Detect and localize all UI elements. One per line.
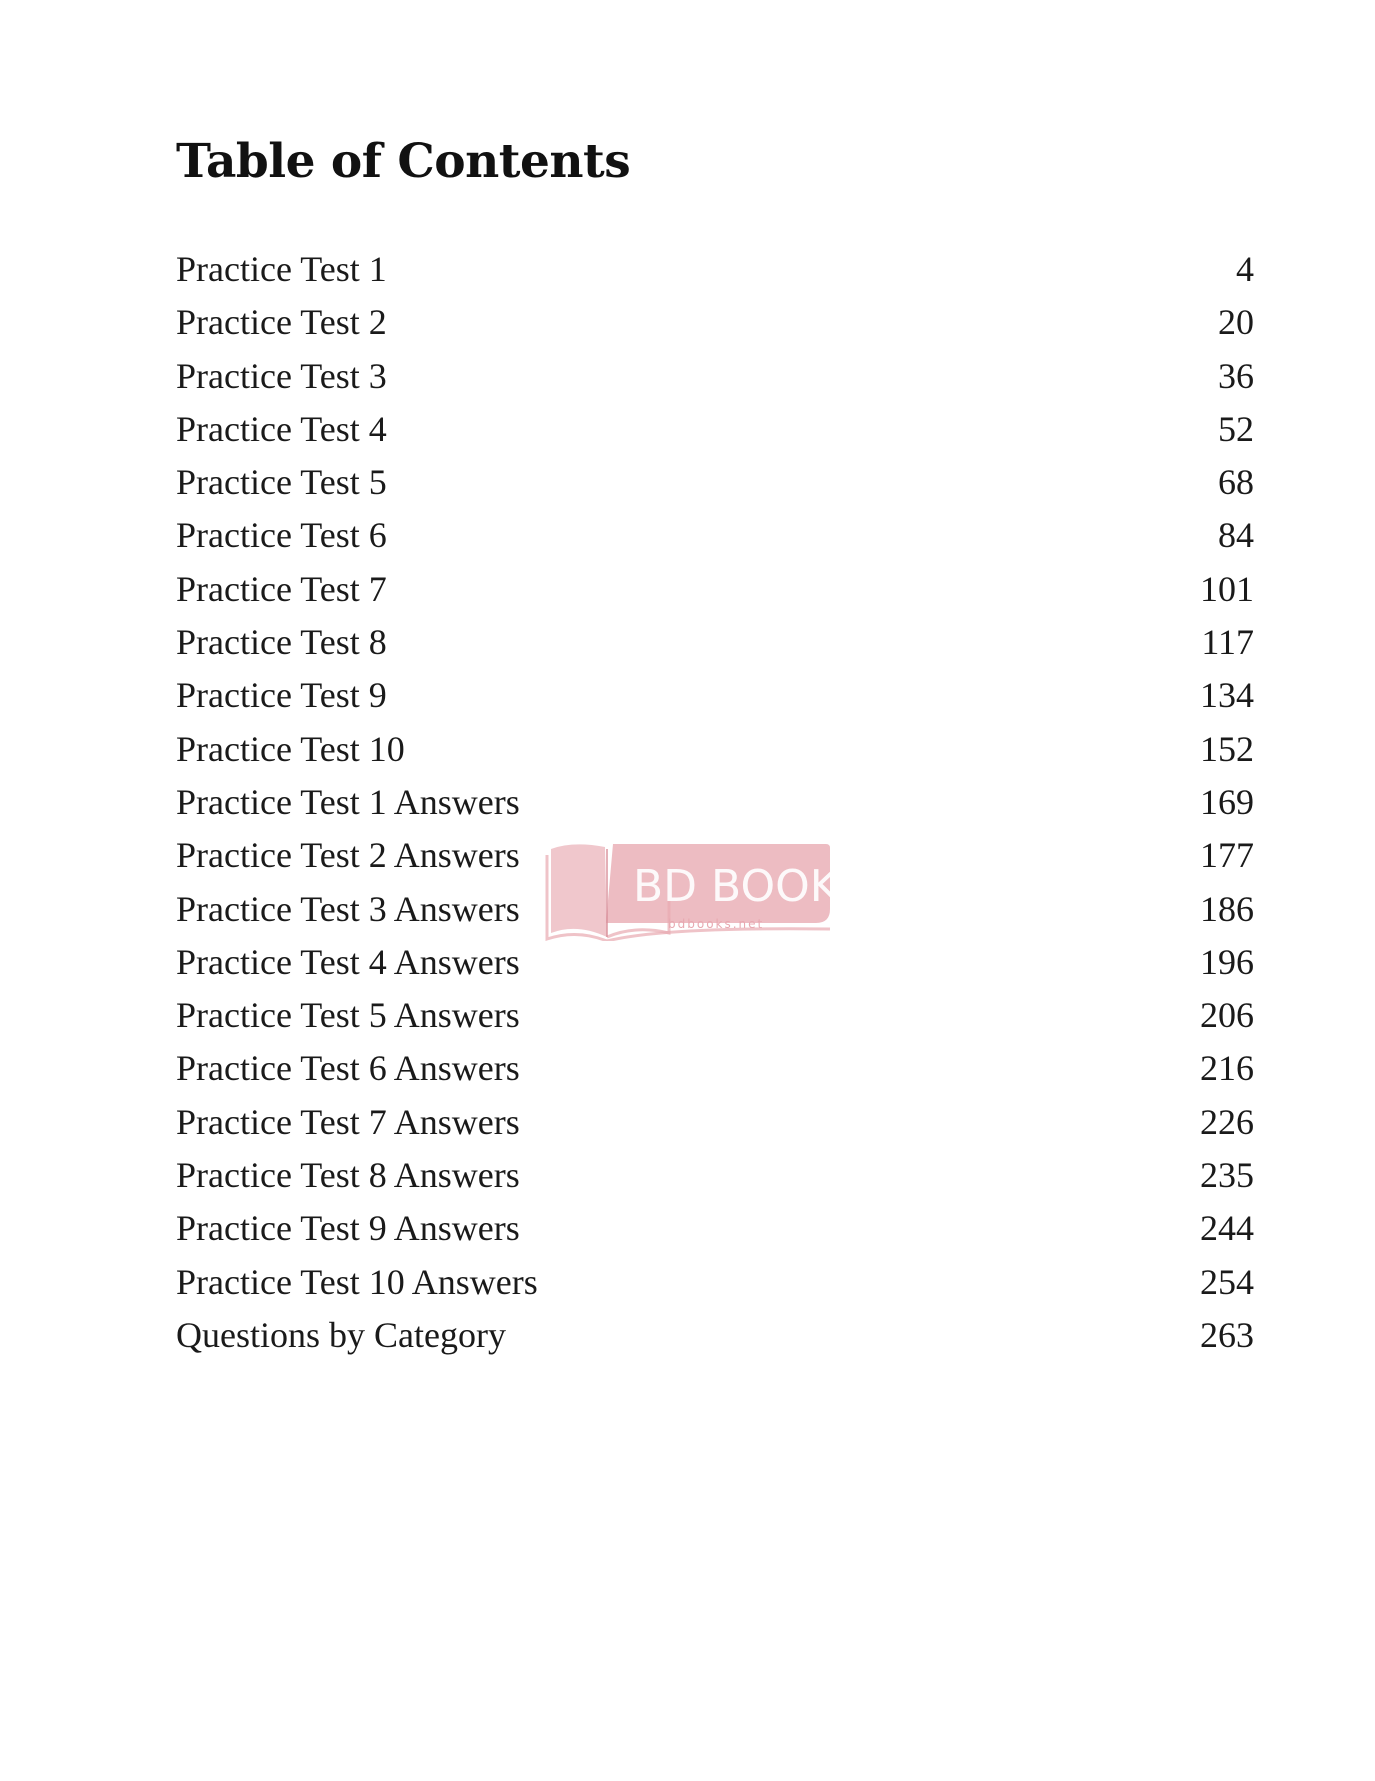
toc-entry <box>176 1205 1254 1258</box>
toc-entry-label: Practice Test 1 <box>176 249 387 289</box>
toc-entry-label: Practice Test 5 <box>176 462 387 503</box>
toc-entry-page-number: 177 <box>1200 835 1254 876</box>
toc-entry-label: Practice Test 8 <box>176 622 387 663</box>
toc-entry-page-number: 263 <box>1200 1314 1254 1355</box>
toc-entry-page-number: 152 <box>1200 728 1254 769</box>
toc-entry <box>176 1312 1254 1365</box>
toc-entry-page-number: 169 <box>1200 781 1254 822</box>
watermark-logo <box>543 841 867 941</box>
toc-entry-page-number: 68 <box>1218 462 1254 503</box>
toc-entry-label: Practice Test 4 Answers <box>176 941 520 982</box>
toc-entry-label: Practice Test 7 Answers <box>176 1101 520 1142</box>
toc-entry <box>176 1259 1254 1312</box>
toc-entry-label: Practice Test 4 <box>176 408 387 449</box>
toc-entry <box>176 779 1254 832</box>
toc-entry <box>176 992 1254 1045</box>
toc-entry-label: Questions by Category <box>176 1314 506 1355</box>
toc-entry <box>176 299 1254 352</box>
toc-entry-page-number: 4 <box>1236 249 1254 289</box>
toc-entry-label: Practice Test 9 Answers <box>176 1208 520 1249</box>
watermark-subtext: bdbooks.net <box>668 917 765 931</box>
toc-entry <box>176 726 1254 779</box>
toc-entry <box>176 1099 1254 1152</box>
toc-entry-page-number: 186 <box>1200 888 1254 929</box>
toc-entry <box>176 353 1254 406</box>
toc-entry <box>176 939 1254 992</box>
toc-entry <box>176 406 1254 459</box>
toc-entry-page-number: 206 <box>1200 995 1254 1036</box>
toc-entry <box>176 246 1254 299</box>
toc-entry-page-number: 117 <box>1201 622 1254 663</box>
toc-entry-label: Practice Test 8 Answers <box>176 1155 520 1196</box>
toc-entry <box>176 459 1254 512</box>
toc-entry-page-number: 196 <box>1200 941 1254 982</box>
toc-entry-label: Practice Test 6 <box>176 515 387 556</box>
toc-entry-page-number: 52 <box>1218 408 1254 449</box>
page-title: Table of Contents <box>176 134 631 189</box>
toc-entry-page-number: 84 <box>1218 515 1254 556</box>
toc-entry <box>176 1152 1254 1205</box>
toc-entry-label: Practice Test 5 Answers <box>176 995 520 1036</box>
toc-entry-page-number: 134 <box>1200 675 1254 716</box>
toc-entry <box>176 1045 1254 1098</box>
toc-entry-label: Practice Test 6 Answers <box>176 1048 520 1089</box>
toc-entry-page-number: 20 <box>1218 302 1254 343</box>
toc-entry-label: Practice Test 10 <box>176 728 405 769</box>
toc-entry-label: Practice Test 10 Answers <box>176 1261 538 1302</box>
watermark-text: BD BOOKS <box>633 861 867 912</box>
toc-entry-label: Practice Test 2 Answers <box>176 835 520 876</box>
toc-entry-page-number: 254 <box>1200 1261 1254 1302</box>
toc-entry <box>176 566 1254 619</box>
toc-entry-label: Practice Test 2 <box>176 302 387 343</box>
toc-entry-label: Practice Test 9 <box>176 675 387 716</box>
toc-entry-page-number: 36 <box>1218 355 1254 396</box>
toc-entry-page-number: 101 <box>1200 568 1254 609</box>
toc-entry-label: Practice Test 3 Answers <box>176 888 520 929</box>
toc-entry-page-number: 244 <box>1200 1208 1254 1249</box>
toc-entry <box>176 672 1254 725</box>
toc-entry-page-number: 235 <box>1200 1155 1254 1196</box>
toc-entry-page-number: 226 <box>1200 1101 1254 1142</box>
toc-entry-label: Practice Test 1 Answers <box>176 781 520 822</box>
toc-entry-label: Practice Test 7 <box>176 568 387 609</box>
toc-entry-page-number: 216 <box>1200 1048 1254 1089</box>
toc-entry <box>176 619 1254 672</box>
toc-list <box>176 246 1254 1365</box>
toc-entry-label: Practice Test 3 <box>176 355 387 396</box>
toc-entry <box>176 512 1254 565</box>
